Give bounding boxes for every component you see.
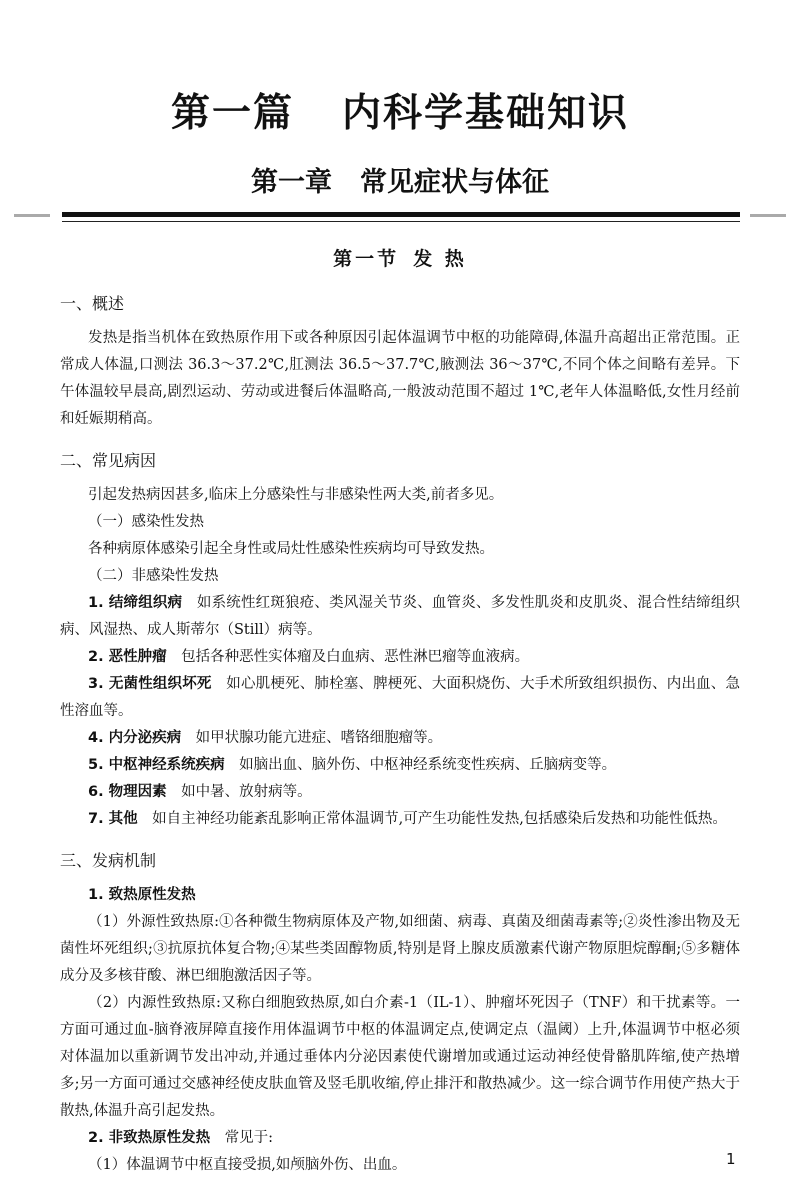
endogenous-pyrogen-paragraph: （2）内源性致热原:又称白细胞致热原,如白介素-1（IL-1）、肿瘤坏死因子（TNF）和干扰素等。一方面可通过血-脑脊液屏障直接作用体温调节中枢的体温调定点,使调定点（温阈）上升,体温调节中枢必须对体温加以重新调节发出冲动,并通过垂体内分泌因素使代谢增加或通过运动神经使骨骼肌阵缩,使产热增多;另一方面可通过交感神经使皮肤血管及竖毛肌收缩,停止排汗和散热减少。这一综合调节作用使产热大于散热,体温升高引起发热。: [60, 995, 740, 1119]
subheading-nonpyrogenic-label: 2. 非致热原性发热: [88, 1130, 211, 1146]
section-number: 第一节: [333, 248, 400, 270]
list-item: [60, 644, 740, 671]
list-item-keyword: 5. 中枢神经系统疾病: [88, 757, 225, 773]
chapter-title: [0, 160, 800, 199]
list-item: [60, 590, 740, 644]
left-edge-mark: [14, 214, 50, 217]
list-item: [60, 779, 740, 806]
section-name: 发 热: [413, 248, 467, 270]
list-item-keyword: 6. 物理因素: [88, 784, 167, 800]
list-item-text: 如系统性红斑狼疮、类风湿关节炎、血管炎、多发性肌炎和皮肌炎、混合性结缔组织病、风湿热、成人斯蒂尔（Still）病等。: [60, 595, 740, 638]
nonpyrogenic-intro: 常见于:: [224, 1130, 274, 1146]
heading-rule-thick: [62, 212, 740, 217]
subheading-infectious-fever: （一）感染性发热: [88, 514, 204, 530]
list-item-keyword: 1. 结缔组织病: [88, 595, 183, 611]
list-item-keyword: 3. 无菌性组织坏死: [88, 676, 212, 692]
subheading-pyrogenic-label: 1. 致热原性发热: [88, 887, 196, 903]
section-title: [0, 244, 800, 271]
list-item-keyword: 4. 内分泌疾病: [88, 730, 182, 746]
part-number: 第一篇: [170, 90, 294, 136]
heading-mechanism: 三、发病机制: [60, 851, 157, 870]
list-item-text: 如中暑、放射病等。: [181, 784, 312, 800]
heading-causes: 二、常见病因: [60, 451, 157, 470]
right-edge-mark: [750, 214, 786, 217]
subheading-nonpyrogenic-fever: [60, 1125, 740, 1152]
list-item-keyword: 7. 其他: [88, 811, 138, 827]
part-title: [0, 82, 800, 138]
heading-rule-thin: [62, 221, 740, 222]
list-item-text: 包括各种恶性实体瘤及白血病、恶性淋巴瘤等血液病。: [181, 649, 530, 665]
list-item-keyword: 2. 恶性肿瘤: [88, 649, 167, 665]
overview-paragraph: 发热是指当机体在致热原作用下或各种原因引起体温调节中枢的功能障碍,体温升高超出正常范围。正常成人体温,口测法 36.3～37.2℃,肛测法 36.5～37.7℃,腋测法 36～37℃,不同个体之间略有差异。下午体温较早晨高,剧烈运动、劳动或进餐后体温略高,一般波动范围不超过 1℃,老年人体温略低,女性月经前和妊娠期稍高。: [60, 330, 740, 427]
list-item: [60, 725, 740, 752]
chapter-number: 第一章: [251, 167, 332, 198]
list-item: [60, 806, 740, 833]
infectious-fever-text: 各种病原体感染引起全身性或局灶性感染性疾病均可导致发热。: [88, 541, 494, 557]
list-item-text: 如自主神经功能紊乱影响正常体温调节,可产生功能性发热,包括感染后发热和功能性低热。: [152, 811, 727, 827]
nonpyrogenic-item-1: （1）体温调节中枢直接受损,如颅脑外伤、出血。: [88, 1157, 407, 1173]
page-body: [60, 288, 740, 1179]
chapter-name: 常见症状与体征: [360, 167, 549, 198]
page-number: 1: [726, 1150, 736, 1168]
causes-intro: 引起发热病因甚多,临床上分感染性与非感染性两大类,前者多见。: [88, 487, 504, 503]
list-item-text: 如甲状腺功能亢进症、嗜铬细胞瘤等。: [195, 730, 443, 746]
list-item-text: 如心肌梗死、肺栓塞、脾梗死、大面积烧伤、大手术所致组织损伤、内出血、急性溶血等。: [60, 676, 740, 719]
subheading-noninfectious-fever: （二）非感染性发热: [88, 568, 219, 584]
exogenous-pyrogen-paragraph: （1）外源性致热原:①各种微生物病原体及产物,如细菌、病毒、真菌及细菌毒素等;②炎性渗出物及无菌性坏死组织;③抗原抗体复合物;④某些类固醇物质,特别是肾上腺皮质激素代谢产物原胆烷醇酮;⑤多糖体成分及多核苷酸、淋巴细胞激活因子等。: [60, 914, 740, 984]
list-item-text: 如脑出血、脑外伤、中枢神经系统变性疾病、丘脑病变等。: [239, 757, 617, 773]
list-item: [60, 752, 740, 779]
heading-overview: 一、概述: [60, 294, 125, 313]
subheading-pyrogenic-fever: [60, 882, 740, 909]
list-item: [60, 671, 740, 725]
part-name: 内科学基础知识: [342, 90, 630, 136]
